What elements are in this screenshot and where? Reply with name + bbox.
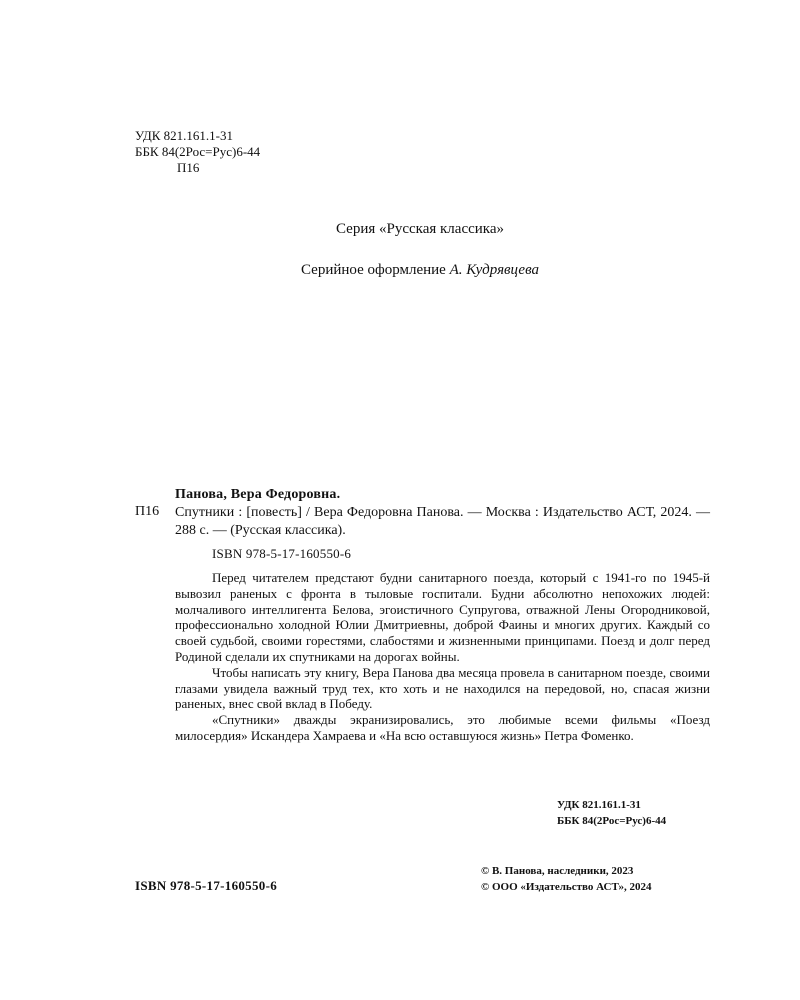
classification-codes-top <box>135 128 260 176</box>
entry-isbn: ISBN 978-5-17-160550-6 <box>212 546 352 561</box>
designer-name: А. Кудрявцева <box>449 262 540 278</box>
copyright-block <box>481 863 652 895</box>
copyright-line: © В. Панова, наследники, 2023 <box>481 865 634 877</box>
footer-isbn: ISBN 978-5-17-160550-6 <box>135 878 278 893</box>
annotation-paragraph: Перед читателем предстают будни санитарного поезда, который с 1941-го по 1945-й вывозил раненых с фронта в тыловые госпитали. Будни абсолютно непохожих людей: молчаливого интеллигента Белова, эгоистичного Супругова, отважной Лены Огородниковой, профессионально холодной Юлии Дмитриевны, доброй Фаины и многих других. Каждый со своей судьбой, своими горестями, слабостями и жизненными принципами. Поезд и долг перед Родиной сделали их спутниками на дорогах войны. <box>175 570 710 664</box>
series-design-credit <box>0 262 800 279</box>
annotation-paragraph: Чтобы написать эту книгу, Вера Панова два месяца провела в санитарном поезде, своими глазами увидела важный труд тех, кто хоть и не находился на передовой, но, спасая жизни раненых, внес свой вклад в Победу. <box>175 664 710 712</box>
copyright-line: © ООО «Издательство АСТ», 2024 <box>481 881 652 893</box>
bbk-code: ББК 84(2Рос=Рус)6-44 <box>557 815 667 827</box>
annotation-paragraph: «Спутники» дважды экранизировались, это любимые всеми фильмы «Поезд милосердия» Искандера Хамраева и «На всю оставшуюся жизнь» Петра Фоменко. <box>175 712 710 743</box>
udk-code: УДК 821.161.1-31 <box>557 799 641 811</box>
bibliographic-description: Спутники : [повесть] / Вера Федоровна Панова. — Москва : Издательство АСТ, 2024. — 288 с. — (Русская классика). <box>175 505 710 538</box>
entry-author: Панова, Вера Федоровна. <box>175 487 341 502</box>
annotation <box>175 570 710 744</box>
author-mark: П16 <box>177 160 200 175</box>
design-prefix: Серийное оформление <box>300 262 450 278</box>
udk-code: УДК 821.161.1-31 <box>135 128 234 143</box>
entry-author-mark: П16 <box>135 504 160 519</box>
classification-codes-bottom <box>557 797 666 829</box>
series-title: Серия «Русская классика» <box>335 221 505 237</box>
bbk-code: ББК 84(2Рос=Рус)6-44 <box>135 144 261 159</box>
